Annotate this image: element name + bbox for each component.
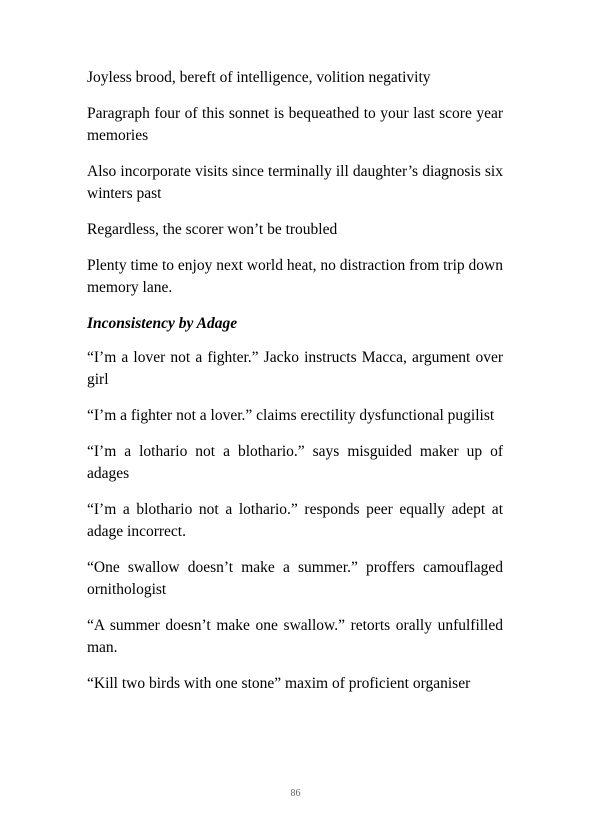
paragraph: Plenty time to enjoy next world heat, no distraction from trip down memory lane. — [87, 257, 503, 296]
paragraph: Paragraph four of this sonnet is bequeathed to your last score year memories — [87, 105, 503, 144]
paragraph: “I’m a lover not a fighter.” Jacko instructs Macca, argument over girl — [87, 349, 503, 388]
page-content — [87, 67, 503, 709]
paragraph: “A summer doesn’t make one swallow.” retorts orally unfulfilled man. — [87, 617, 503, 656]
paragraph: “I’m a lothario not a blothario.” says misguided maker up of adages — [87, 443, 503, 482]
section-heading: Inconsistency by Adage — [87, 315, 238, 332]
paragraph: Joyless brood, bereft of intelligence, volition negativity — [87, 69, 431, 86]
paragraph: Also incorporate visits since terminally ill daughter’s diagnosis six winters past — [87, 163, 503, 202]
paragraph: “One swallow doesn’t make a summer.” proffers camouflaged ornithologist — [87, 559, 503, 598]
paragraph: “I’m a blothario not a lothario.” responds peer equally adept at adage incorrect. — [87, 501, 503, 540]
paragraph: Regardless, the scorer won’t be troubled — [87, 221, 338, 238]
paragraph: “Kill two birds with one stone” maxim of proficient organiser — [87, 675, 471, 692]
page-number: 86 — [290, 788, 301, 799]
paragraph: “I’m a fighter not a lover.” claims erectility dysfunctional pugilist — [87, 407, 495, 424]
